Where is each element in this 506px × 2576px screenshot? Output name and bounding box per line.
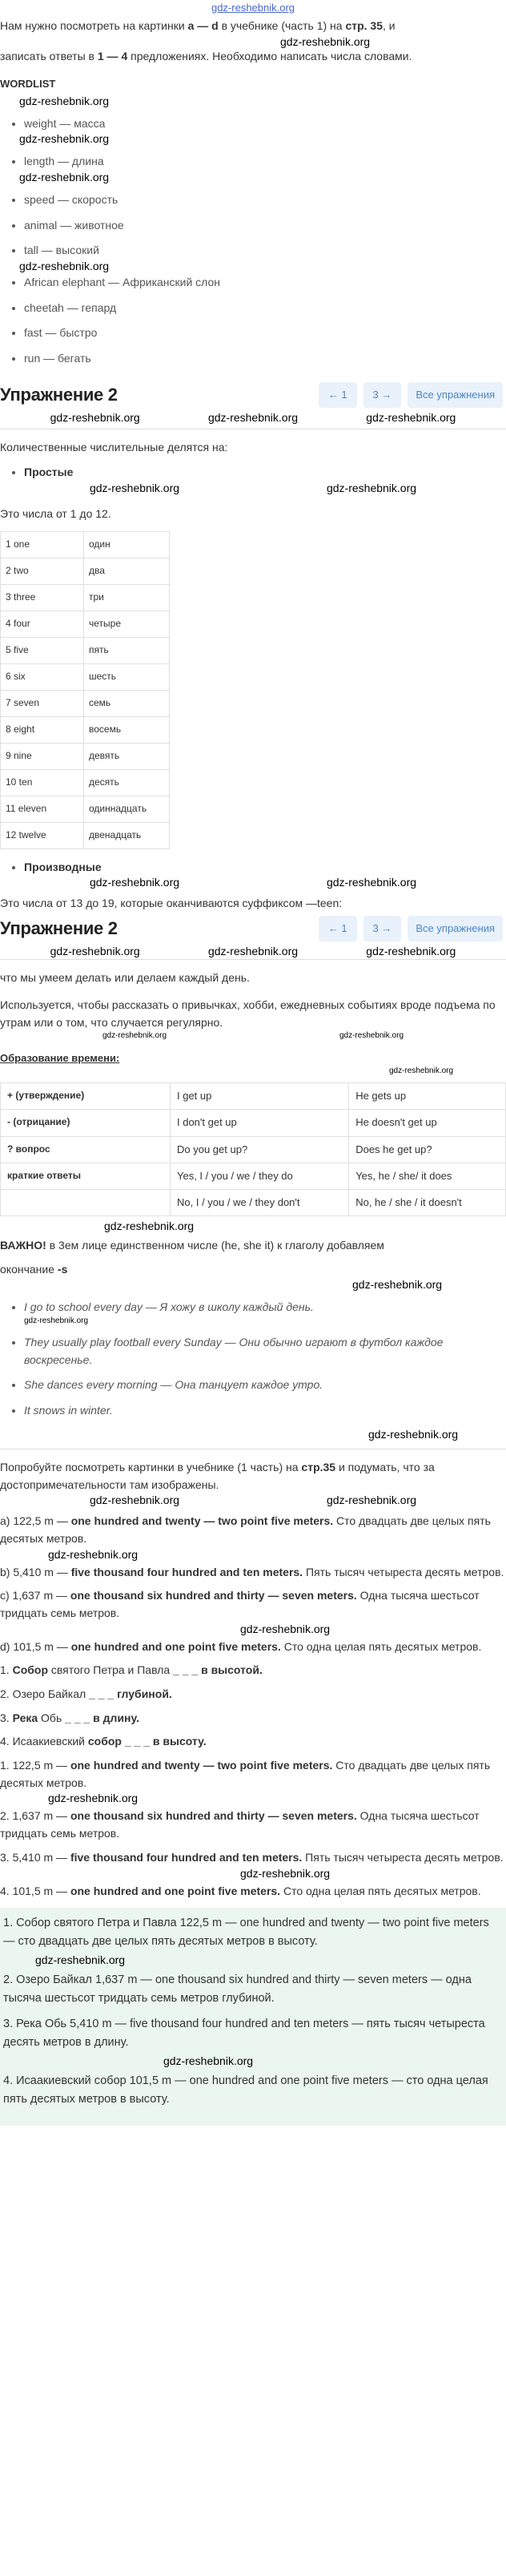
task-text: Попробуйте посмотреть картинки в учебнике (1 часть) на — [0, 1460, 302, 1473]
exercise-header — [0, 379, 506, 411]
tense-cell-b: He gets up — [349, 1083, 506, 1110]
list-item — [24, 1377, 506, 1394]
list-item — [24, 464, 506, 482]
watermark: gdz-reshebnik.org — [326, 876, 417, 889]
watermark-row — [0, 876, 506, 889]
watermark: gdz-reshebnik.org — [163, 2054, 254, 2068]
numerals-intro: Количественные числительные делятся на: — [0, 440, 228, 454]
list-item — [0, 1808, 506, 1842]
number-english: 3 three — [1, 584, 84, 611]
repeat-list — [0, 1757, 506, 1900]
blank-part-bold: Река — [12, 1711, 38, 1724]
example-text: It snows in winter. — [24, 1404, 113, 1417]
tense-cell-label: - (отрицание) — [1, 1110, 171, 1136]
intro-line-1 — [0, 18, 506, 35]
number-english: 10 ten — [1, 769, 84, 796]
intro-bold: 1 — 4 — [97, 49, 128, 62]
measure-list — [0, 1513, 506, 1655]
number-russian: двенадцать — [84, 822, 170, 849]
prev-exercise-button[interactable]: ← 1 — [319, 916, 357, 941]
answer-line: 4. Исаакиевский собор 101,5 m — one hundred and one point five meters — сто одна целая пять десятых метров в высоту. — [3, 2074, 488, 2106]
important-note — [0, 1237, 506, 1255]
tense-cell-label: ? вопрос — [1, 1136, 171, 1163]
exercise-title: Упражнение 2 — [0, 384, 118, 405]
watermark: gdz-reshebnik.org — [207, 945, 299, 958]
item-russian: Сто одна целая пять десятых метров. — [280, 1639, 482, 1653]
number-russian: один — [84, 531, 170, 558]
watermark: gdz-reshebnik.org — [102, 1031, 167, 1041]
answer-line: 1. Собор святого Петра и Павла 122,5 m — one hundred and twenty — two point five meters — сто двадцать две целых пять десятых метров в высоту. — [3, 1917, 489, 1948]
table-row — [1, 637, 170, 663]
list-item — [24, 191, 506, 209]
blank-part-pre: 1. — [0, 1663, 13, 1677]
tense-cell-a: Yes, I / you / we / they do — [171, 1163, 349, 1189]
word-text: tall — высокий — [24, 244, 99, 257]
watermark: gdz-reshebnik.org — [50, 945, 140, 958]
list-item — [0, 1662, 506, 1679]
blank-part-bold: Собор — [12, 1663, 48, 1677]
tense-cell-a: Do you get up? — [171, 1136, 349, 1163]
list-item — [0, 1883, 506, 1901]
table-row — [1, 1083, 506, 1110]
list-item — [24, 1334, 506, 1369]
watermark: gdz-reshebnik.org — [35, 1953, 126, 1967]
divider — [0, 959, 506, 960]
table-row — [1, 1110, 506, 1136]
blank-part-pre: 2. Озеро Байкал — [0, 1687, 90, 1701]
tense-cell-label — [1, 1189, 171, 1215]
number-english: 7 seven — [1, 690, 84, 716]
usage-text-2: Используется, чтобы рассказать о привычках, хобби, ежедневных событиях вроде подъема по утрам или о том, что случается регулярно. — [0, 998, 496, 1029]
example-text: I go to school every day — Я хожу в школу каждый день. — [24, 1300, 314, 1314]
list-item — [0, 1849, 506, 1867]
wordlist-items — [0, 115, 506, 368]
watermark: gdz-reshebnik.org — [326, 482, 417, 495]
number-russian: семь — [84, 690, 170, 716]
list-item — [24, 1299, 506, 1326]
blank-part-bold2: _ _ _ в высотой. — [173, 1663, 263, 1677]
watermark: gdz-reshebnik.org — [339, 1031, 404, 1041]
list-item — [0, 1686, 506, 1703]
watermark: gdz-reshebnik.org — [19, 170, 110, 183]
intro-text: записать ответы в — [0, 49, 98, 62]
watermark: gdz-reshebnik.org — [240, 1866, 331, 1880]
item-english: one hundred and twenty — two point five meters. — [70, 1514, 334, 1528]
task-text: и подумать, что за достопримечательности там изображены. — [0, 1460, 435, 1491]
number-english: 5 five — [1, 637, 84, 663]
tense-cell-a: I get up — [171, 1083, 349, 1110]
watermark: gdz-reshebnik.org — [89, 876, 180, 889]
item-prefix: a) 122,5 m — — [0, 1514, 71, 1528]
item-russian: Одна тысяча шестьсот тридцать семь метров. — [0, 1809, 480, 1840]
blank-part-pre: 4. Исаакиевский — [0, 1735, 88, 1748]
present-simple-section — [0, 970, 506, 1441]
watermark-row — [0, 411, 506, 424]
wordlist-title: WORDLIST — [0, 78, 56, 91]
table-row — [1, 584, 170, 611]
exercise-nav — [319, 916, 503, 941]
list-item — [24, 217, 506, 235]
number-russian: восемь — [84, 716, 170, 743]
list-item — [24, 350, 506, 368]
item-prefix: 4. 101,5 m — — [0, 1884, 70, 1897]
item-russian: Пять тысяч четыреста десять метров. — [303, 1565, 504, 1578]
item-russian: Сто одна целая пять десятых метров. — [280, 1884, 481, 1897]
blank-part-pre: 3. — [0, 1711, 13, 1724]
list-item — [24, 859, 506, 877]
exercise-nav — [319, 382, 503, 408]
table-row — [1, 531, 170, 558]
sights-task — [0, 1459, 506, 1494]
watermark: gdz-reshebnik.org — [280, 34, 371, 48]
number-english: 6 six — [1, 663, 84, 690]
item-russian: Одна тысяча шестьсот тридцать семь метров. — [0, 1589, 480, 1619]
watermark-row — [0, 1031, 506, 1041]
derived-label: Производные — [24, 860, 102, 873]
next-exercise-button[interactable]: 3 → — [363, 382, 402, 408]
all-exercises-button[interactable]: Все упражнения — [408, 916, 503, 941]
answer-line: 2. Озеро Байкал 1,637 m — one thousand six hundred and thirty — seven meters — одна тысяча шестьсот тридцать семь метров глубиной. — [3, 1973, 472, 2005]
formation-title: Образование времени: — [0, 1052, 120, 1065]
simple-label: Простые — [24, 466, 74, 479]
item-prefix: c) 1,637 m — — [0, 1589, 70, 1602]
tense-table — [0, 1082, 506, 1216]
table-row — [1, 743, 170, 769]
important-text: в 3ем лице единственном числе (he, she it) к глаголу добавляем — [46, 1239, 384, 1252]
list-item — [19, 242, 506, 272]
list-item — [0, 1587, 506, 1622]
example-text: They usually play football every Sunday — Они обычно играют в футбол каждое воскресенье. — [24, 1336, 444, 1366]
watermark: gdz-reshebnik.org — [366, 410, 456, 424]
list-item — [0, 1710, 506, 1727]
number-english: 4 four — [1, 611, 84, 637]
number-russian: два — [84, 558, 170, 584]
watermark: gdz-reshebnik.org — [389, 1066, 454, 1076]
answer-line: 3. Река Обь 5,410 m — five thousand four hundred and ten meters — пять тысяч четыреста десять метров в длину. — [3, 2018, 485, 2049]
watermark: gdz-reshebnik.org — [326, 1494, 417, 1507]
word-text: cheetah — гепард — [24, 300, 117, 314]
table-row — [1, 1136, 506, 1163]
intro-text: Нам нужно посмотреть на картинки — [0, 19, 188, 32]
list-item — [19, 115, 506, 146]
table-row — [1, 663, 170, 690]
list-item — [0, 1733, 506, 1751]
tense-cell-b: He doesn't get up — [349, 1110, 506, 1136]
table-row — [1, 796, 170, 822]
ending-text: окончание — [0, 1262, 58, 1276]
item-russian: Сто двадцать две целых пять десятых метров. — [0, 1514, 491, 1545]
word-text: run — бегать — [24, 352, 91, 365]
list-item — [24, 325, 506, 342]
numbers-table-body — [1, 531, 170, 849]
table-row — [1, 1163, 506, 1189]
watermark-row — [0, 1494, 506, 1506]
example-text: She dances every morning — Она танцует каждое утро. — [24, 1378, 323, 1392]
watermark: gdz-reshebnik.org — [48, 1547, 139, 1561]
watermark: gdz-reshebnik.org — [50, 410, 140, 424]
table-row — [1, 1189, 506, 1215]
item-russian: Сто двадцать две целых пять десятых метров. — [0, 1759, 491, 1789]
word-text: weight — масса — [24, 116, 106, 130]
number-english: 1 one — [1, 531, 84, 558]
item-russian: Пять тысяч четыреста десять метров. — [302, 1850, 504, 1864]
watermark: gdz-reshebnik.org — [24, 1316, 89, 1326]
table-row — [1, 822, 170, 849]
tense-cell-b: Does he get up? — [349, 1136, 506, 1163]
item-english: one hundred and one point five meters. — [70, 1639, 281, 1653]
blank-part-bold: _ _ _ глубиной. — [89, 1687, 172, 1701]
sights-section — [0, 1459, 506, 2126]
item-english: one hundred and one point five meters. — [70, 1884, 281, 1897]
next-exercise-button[interactable]: 3 → — [363, 916, 402, 941]
numerals-section — [0, 439, 506, 913]
tense-cell-a: I don't get up — [171, 1110, 349, 1136]
intro-text: предложениях. Необходимо написать числа словами. — [127, 49, 412, 62]
list-item — [24, 274, 506, 292]
blank-part-bold2: _ _ _ в длину. — [65, 1711, 139, 1724]
watermark: gdz-reshebnik.org — [368, 1427, 459, 1441]
watermark: gdz-reshebnik.org — [207, 410, 299, 424]
numerals-type-list-2 — [0, 859, 506, 877]
table-row — [1, 558, 170, 584]
list-item — [0, 1513, 506, 1547]
watermark: gdz-reshebnik.org — [48, 1792, 139, 1805]
list-item — [24, 1402, 506, 1420]
watermark: gdz-reshebnik.org — [19, 94, 110, 107]
number-russian: девять — [84, 743, 170, 769]
exercise-header-2 — [0, 913, 506, 945]
wordlist — [0, 76, 506, 367]
watermark: gdz-reshebnik.org — [19, 259, 110, 272]
number-russian: шесть — [84, 663, 170, 690]
blank-list — [0, 1662, 506, 1751]
derived-text: Это числа от 13 до 19, которые оканчиваются суффиксом —teen: — [0, 897, 343, 910]
item-prefix: 3. 5,410 m — — [0, 1850, 70, 1864]
blank-part-mid: Обь — [38, 1711, 66, 1724]
intro-bold: a — d — [187, 19, 219, 32]
table-row — [1, 769, 170, 796]
list-item — [0, 1639, 506, 1656]
watermark: gdz-reshebnik.org — [89, 482, 180, 495]
item-prefix: 2. 1,637 m — — [0, 1809, 70, 1823]
all-exercises-button[interactable]: Все упражнения — [408, 382, 503, 408]
tense-table-body — [1, 1083, 506, 1216]
intro-text: в учебнике (часть 1) на — [218, 19, 346, 32]
exercise-title: Упражнение 2 — [0, 918, 118, 939]
table-row — [1, 611, 170, 637]
list-item — [24, 300, 506, 317]
item-prefix: 1. 122,5 m — — [0, 1759, 70, 1772]
word-text: animal — животное — [24, 218, 124, 232]
number-russian: четыре — [84, 611, 170, 637]
numerals-range: Это числа от 1 до 12. — [0, 507, 111, 521]
numbers-table — [0, 531, 170, 849]
number-english: 11 eleven — [1, 796, 84, 822]
ending-suffix: -s — [57, 1262, 68, 1276]
solution-block — [0, 1908, 506, 2126]
number-russian: десять — [84, 769, 170, 796]
tense-cell-label: краткие ответы — [1, 1163, 171, 1189]
table-row — [1, 716, 170, 743]
watermark-row — [0, 482, 506, 494]
item-prefix: b) 5,410 m — — [0, 1565, 71, 1578]
task-page: стр.35 — [301, 1460, 336, 1473]
tense-cell-label: + (утверждение) — [1, 1083, 171, 1110]
number-russian: пять — [84, 637, 170, 663]
list-item — [0, 1564, 506, 1582]
word-text: fast — быстро — [24, 326, 98, 340]
numerals-type-list — [0, 464, 506, 482]
watermark: gdz-reshebnik.org — [89, 1494, 180, 1507]
word-text: African elephant — Африканский слон — [24, 275, 221, 288]
word-text: length — длина — [24, 155, 104, 168]
important-label: ВАЖНО! — [0, 1239, 46, 1252]
watermark: gdz-reshebnik.org — [104, 1219, 195, 1233]
number-russian: одиннадцать — [84, 796, 170, 822]
examples-list — [0, 1299, 506, 1419]
item-prefix: d) 101,5 m — — [0, 1639, 71, 1653]
intro-bold: стр. 35 — [345, 19, 383, 32]
usage-text-1: что мы умеем делать или делаем каждый день. — [0, 971, 250, 985]
number-english: 2 two — [1, 558, 84, 584]
number-russian: три — [84, 584, 170, 611]
number-english: 9 nine — [1, 743, 84, 769]
list-item — [0, 1757, 506, 1792]
ending-note — [0, 1261, 506, 1279]
number-english: 12 twelve — [1, 822, 84, 849]
number-english: 8 eight — [1, 716, 84, 743]
item-english: one thousand six hundred and thirty — seven meters. — [70, 1589, 357, 1602]
item-english: five thousand four hundred and ten meters. — [70, 1565, 303, 1578]
watermark: gdz-reshebnik.org — [352, 1278, 443, 1292]
list-item — [19, 153, 506, 183]
task-intro — [0, 18, 506, 65]
watermark: gdz-reshebnik.org — [366, 945, 456, 958]
table-row — [1, 690, 170, 716]
tense-cell-b: No, he / she / it doesn't — [349, 1189, 506, 1215]
tense-cell-a: No, I / you / we / they don't — [171, 1189, 349, 1215]
tense-cell-b: Yes, he / she/ it does — [349, 1163, 506, 1189]
prev-exercise-button[interactable]: ← 1 — [319, 382, 357, 408]
watermark: gdz-reshebnik.org — [19, 132, 110, 146]
item-english: one thousand six hundred and thirty — seven meters. — [70, 1809, 357, 1823]
intro-text: , и — [383, 19, 396, 32]
blank-part-mid: святого Петра и Павла — [48, 1663, 174, 1677]
item-english: one hundred and twenty — two point five meters. — [70, 1759, 333, 1772]
blank-part-bold: собор _ _ _ в высоту. — [87, 1735, 207, 1748]
intro-line-2 — [0, 48, 506, 66]
site-logo[interactable]: gdz-reshebnik.org — [211, 2, 295, 14]
watermark: gdz-reshebnik.org — [240, 1622, 331, 1635]
watermark-row — [0, 945, 506, 957]
item-english: five thousand four hundred and ten meters. — [70, 1850, 303, 1864]
word-text: speed — скорость — [24, 192, 118, 206]
